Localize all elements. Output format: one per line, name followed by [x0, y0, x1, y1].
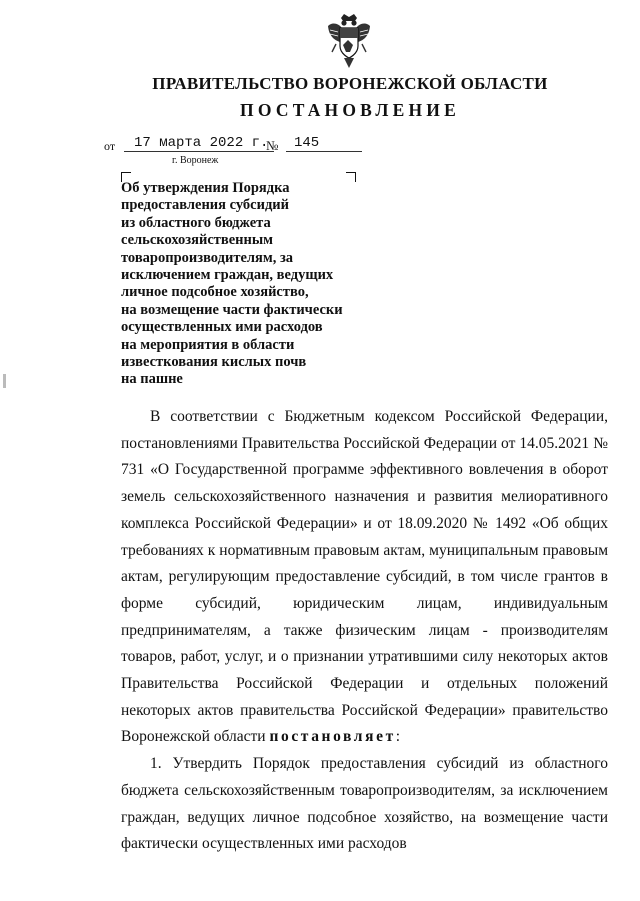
subject-line: предоставления субсидий	[121, 197, 290, 214]
item-1-paragraph: 1. Утвердить Порядок предоставления субсидий из областного бюджета сельскохозяйственным товаропроизводителям, за исключением граждан, ведущих личное подсобное хозяйство, на возмещение части фактически осуществленных ими расходов	[121, 755, 608, 853]
subject-line: осуществленных ими расходов	[121, 319, 323, 336]
government-title: ПРАВИТЕЛЬСТВО ВОРОНЕЖСКОЙ ОБЛАСТИ	[152, 74, 548, 93]
subject-line: из областного бюджета	[121, 214, 271, 231]
subject-line: товаропроизводителям, за	[121, 249, 294, 266]
resolves-colon: :	[395, 728, 401, 746]
subject-line: исключением граждан, ведущих	[121, 267, 334, 284]
number-label: №	[266, 138, 279, 153]
document-number: 145	[286, 135, 362, 152]
subject-line: Об утверждения Порядка	[121, 180, 290, 196]
document-date: 17 марта 2022 г.	[124, 135, 274, 152]
voronezh-coat-of-arms-icon	[324, 12, 374, 70]
document-type: ПОСТАНОВЛЕНИЕ	[240, 100, 460, 120]
issue-city: г. Воронеж	[172, 155, 219, 166]
subject-line: на мероприятия в области	[121, 336, 295, 353]
subject-line: сельскохозяйственным	[121, 232, 274, 249]
subject-line: на пашне	[121, 371, 183, 388]
document-body	[121, 404, 608, 858]
document-subject	[121, 180, 371, 389]
preamble-text: В соответствии с Бюджетным кодексом Российской Федерации, постановлениями Правительства Российской Федерации от 14.05.2021 № 731 «О Государственной программе эффективного вовлечения в оборот земель сельскохозяйственного назначения и развития мелиоративного комплекса Российской Федерации» и от 18.09.2020 № 1492 «Об общих требованиях к нормативным правовым актам, муниципальным правовым актам, регулирующим предоставление субсидий, в том числе грантов в форме субсидий, юридическим лицам, индивидуальным предпринимателям, а также физическим лицам - производителям товаров, работ, услуг, и о признании утратившими силу некоторых актов Правительства Российской Федерации и отдельных положений некоторых актов правительства Российской Федерации» правительство Воронежской области	[121, 408, 608, 746]
scan-margin-mark	[3, 374, 6, 388]
preamble-paragraph	[121, 404, 608, 751]
subject-line: личное подсобное хозяйство,	[121, 284, 309, 301]
date-prefix: от	[104, 139, 116, 153]
subject-line: известкования кислых почв	[121, 354, 307, 371]
resolves-word: постановляет	[269, 728, 396, 746]
subject-line: на возмещение части фактически	[121, 301, 343, 318]
date-number-row	[104, 136, 364, 156]
